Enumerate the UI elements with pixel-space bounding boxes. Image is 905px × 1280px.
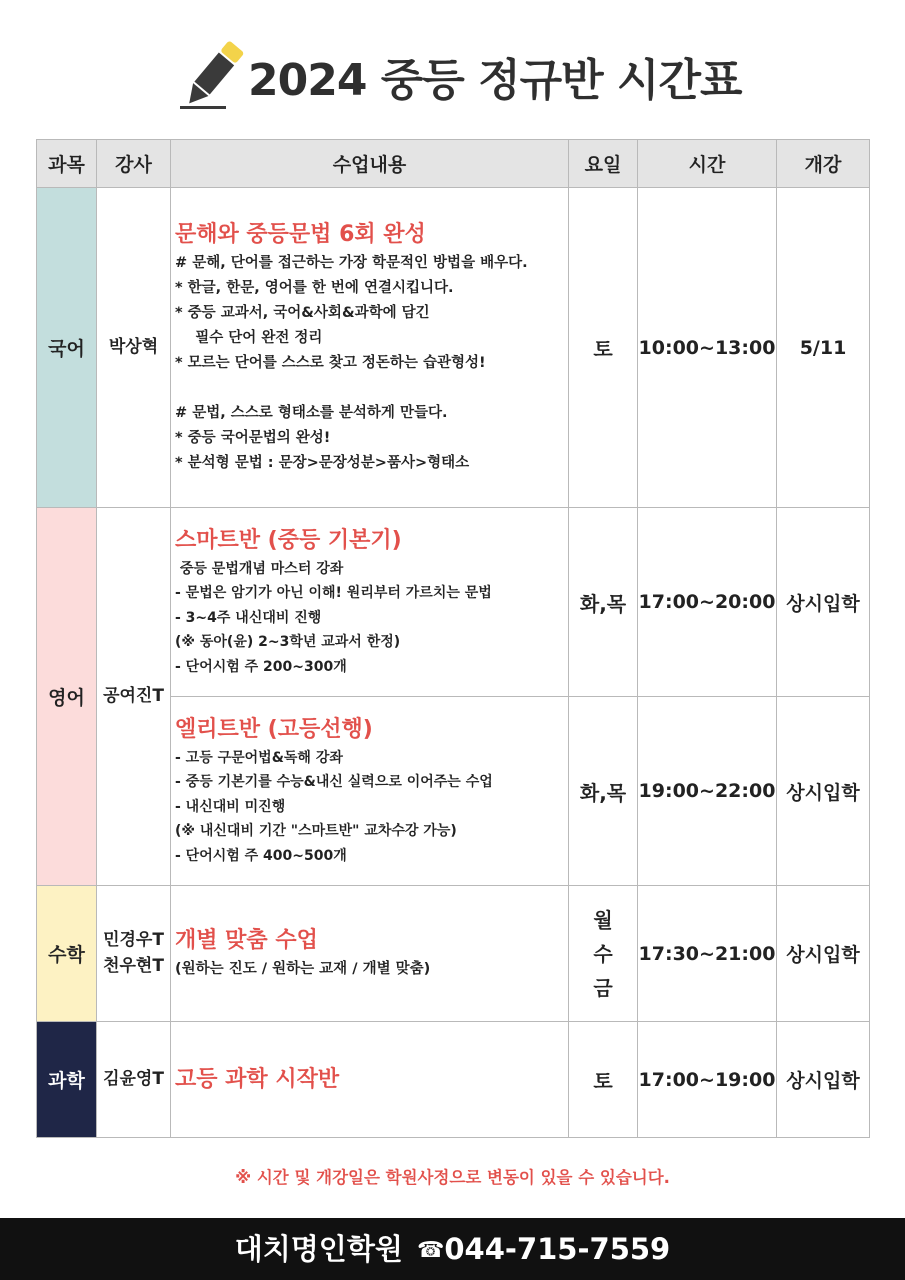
content-line: - 단어시험 주 400~500개 — [175, 847, 347, 864]
open-math: 상시입학 — [777, 886, 870, 1022]
day-english-elite: 화,목 — [569, 697, 638, 886]
teacher-name: 민경우T — [103, 930, 164, 950]
content-line: * 한글, 한문, 영어를 한 번에 연결시킵니다. — [175, 280, 454, 296]
day-item: 수 — [593, 941, 613, 966]
header-content: 수업내용 — [171, 140, 569, 188]
time-science: 17:00~19:00 — [638, 1022, 777, 1138]
content-line: * 분석형 문법 : 문장>문장성분>품사>형태소 — [175, 455, 470, 471]
content-science — [171, 1022, 569, 1138]
content-line: (※ 동아(윤) 2~3학년 교과서 한정) — [175, 634, 401, 651]
spacer — [175, 376, 564, 401]
table-row-korean — [37, 188, 870, 508]
header-time: 시간 — [638, 140, 777, 188]
content-line: - 중등 기본기를 수능&내신 실력으로 이어주는 수업 — [175, 774, 493, 791]
time-korean: 10:00~13:00 — [638, 188, 777, 508]
content-line: 필수 단어 완전 정리 — [175, 330, 323, 346]
day-english-smart: 화,목 — [569, 508, 638, 697]
subject-math: 수학 — [37, 886, 97, 1022]
open-english-smart: 상시입학 — [777, 508, 870, 697]
footer-bar — [0, 1218, 905, 1280]
content-line: (※ 내신대비 기간 "스마트반" 교차수강 가능) — [175, 823, 457, 840]
content-line: # 문법, 스스로 형태소를 분석하게 만들다. — [175, 405, 448, 421]
content-line: - 단어시험 주 200~300개 — [175, 658, 347, 675]
academy-name: 대치명인학원 — [234, 1232, 403, 1266]
day-korean: 토 — [569, 188, 638, 508]
content-line: - 3~4주 내신대비 진행 — [175, 609, 322, 626]
subject-english: 영어 — [37, 508, 97, 886]
content-line: 중등 문법개념 마스터 강좌 — [175, 560, 344, 577]
header-day: 요일 — [569, 140, 638, 188]
day-item: 월 — [593, 907, 613, 932]
day-item: 금 — [593, 975, 613, 1000]
schedule-note: ※ 시간 및 개강일은 학원사정으로 변동이 있을 수 있습니다. — [235, 1168, 670, 1187]
teacher-name: 천우현T — [103, 955, 164, 976]
open-science: 상시입학 — [777, 1022, 870, 1138]
content-korean — [171, 188, 569, 508]
phone-number: 044-715-7559 — [444, 1232, 671, 1266]
day-science: 토 — [569, 1022, 638, 1138]
subject-science: 과학 — [37, 1022, 97, 1138]
class-title-elite: 엘리트반 (고등선행) — [175, 716, 373, 742]
timetable — [36, 139, 870, 1138]
header-teacher: 강사 — [97, 140, 171, 188]
table-row-english-smart — [37, 508, 870, 697]
page-header — [0, 36, 905, 116]
open-korean: 5/11 — [777, 188, 870, 508]
teacher-english: 공여진T — [97, 508, 171, 886]
telephone-icon: ☎ — [416, 1238, 445, 1263]
time-english-smart: 17:00~20:00 — [638, 508, 777, 697]
table-row-science — [37, 1022, 870, 1138]
pencil-icon — [180, 40, 246, 110]
teacher-korean: 박상혁 — [97, 188, 171, 508]
class-title-korean: 문해와 중등문법 6회 완성 — [175, 222, 426, 247]
header-open: 개강 — [777, 140, 870, 188]
content-english-elite — [171, 697, 569, 886]
content-line: # 문해, 단어를 접근하는 가장 학문적인 방법을 배우다. — [175, 255, 528, 271]
time-math: 17:30~21:00 — [638, 886, 777, 1022]
content-math — [171, 886, 569, 1022]
table-row-math — [37, 886, 870, 1022]
class-title-science: 고등 과학 시작반 — [175, 1066, 340, 1092]
class-title-math: 개별 맞춤 수업 — [175, 928, 318, 953]
content-line: * 중등 국어문법의 완성! — [175, 430, 331, 446]
teacher-math — [97, 886, 171, 1022]
content-line: - 문법은 암기가 아닌 이해! 원리부터 가르치는 문법 — [175, 585, 492, 602]
subject-korean: 국어 — [37, 188, 97, 508]
content-line: (원하는 진도 / 원하는 교재 / 개별 맞춤) — [175, 961, 431, 977]
day-math — [569, 886, 638, 1022]
page-title: 2024 중등 정규반 시간표 — [248, 55, 742, 106]
content-line: - 고등 구문어법&독해 강좌 — [175, 749, 343, 766]
header-subject: 과목 — [37, 140, 97, 188]
content-english-smart — [171, 508, 569, 697]
table-header-row — [37, 140, 870, 188]
content-line: * 모르는 단어를 스스로 찾고 정돈하는 습관형성! — [175, 355, 486, 371]
content-line: - 내신대비 미진행 — [175, 798, 286, 815]
class-title-smart: 스마트반 (중등 기본기) — [175, 527, 402, 553]
open-english-elite: 상시입학 — [777, 697, 870, 886]
content-line: * 중등 교과서, 국어&사회&과학에 담긴 — [175, 305, 430, 321]
time-english-elite: 19:00~22:00 — [638, 697, 777, 886]
teacher-science: 김윤영T — [97, 1022, 171, 1138]
